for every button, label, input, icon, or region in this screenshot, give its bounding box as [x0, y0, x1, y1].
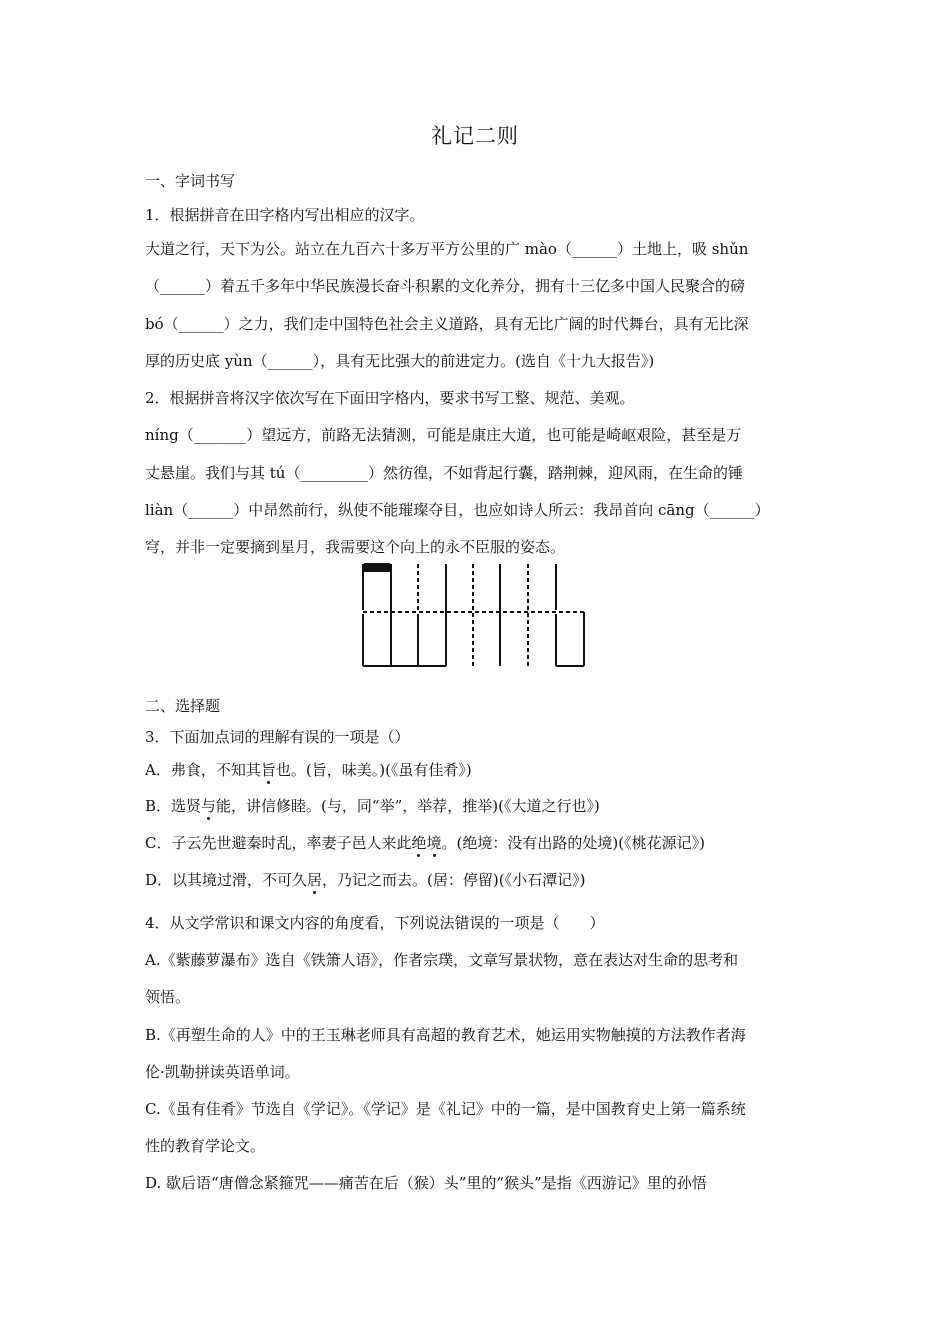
question-3-prompt: 3．下面加点词的理解有误的一项是（） [145, 728, 410, 746]
option-text: B．选贤 [145, 797, 202, 815]
question-2-text-line: níng（_______）望远方，前路无法猜测，可能是康庄大道，也可能是崎岖艰险，甚至是万 [145, 426, 742, 444]
tianzige-writing-grid [360, 562, 590, 668]
question-4-text-line: 领悟。 [145, 988, 191, 1006]
question-2-text-line: 丈悬崖。我们与其 tú（_________）然彷徨，不如背起行囊，踏荆棘，迎风雨，在生命的锤 [145, 464, 743, 482]
question-1-text-line: 大道之行，天下为公。站立在九百六十多万平方公里的广 mào（______）土地上，吸 shǔn [145, 240, 749, 258]
question-2-text-line: liàn（______）中昂然前行，纵使不能璀璨夺目，也应如诗人所云：我昂首向 cāng（______） [145, 501, 770, 519]
question-1-prompt: 1．根据拼音在田字格内写出相应的汉字。 [145, 206, 425, 224]
question-3-option-b [145, 795, 810, 816]
document-title: 礼记二则 [431, 124, 519, 148]
question-4-text-line: B.《再塑生命的人》中的王玉琳老师具有高超的教育艺术，她运用实物触摸的方法教作者海 [145, 1026, 746, 1044]
question-2-text-line: 穹，并非一定要摘到星月，我需要这个向上的永不臣服的姿态。 [145, 538, 566, 556]
dotted-word: 居 [307, 871, 323, 889]
question-4-text-line: D. 歇后语“唐僧念紧箍咒——痛苦在后（猴）头”里的“猴头”是指《西游记》里的孙悟 [145, 1174, 707, 1192]
question-4-text-line: 性的教育学论文。 [145, 1137, 266, 1155]
question-3-option-d [145, 869, 810, 890]
question-1-text-line: 厚的历史底 yùn（______），具有无比强大的前进定力。(选自《十九大报告》) [145, 352, 655, 370]
section-heading-choice: 二、选择题 [145, 697, 221, 715]
option-text: A．弗食，不知其 [145, 761, 261, 779]
option-text: C．子云先世避秦时乱，率妻子邑人来此 [145, 834, 412, 852]
option-text: 也。(旨，味美。)(《虽有佳肴》) [275, 761, 472, 779]
question-4-prompt: 4．从文学常识和课文内容的角度看，下列说法错误的一项是（ ） [145, 914, 605, 932]
question-1-text-line: bó（______）之力，我们走中国特色社会主义道路，具有无比广阔的时代舞台，具有无比深 [145, 315, 749, 333]
dotted-char: 境 [426, 834, 442, 852]
dotted-char: 绝 [411, 834, 427, 852]
question-2-prompt: 2．根据拼音将汉字依次写在下面田字格内，要求书写工整、规范、美观。 [145, 389, 635, 407]
option-text: ，乃记之而去。(居：停留)(《小石潭记》) [322, 871, 586, 889]
question-4-text-line: 伦·凯勒拼读英语单词。 [145, 1063, 300, 1081]
section-heading-word-writing: 一、字词书写 [145, 172, 236, 190]
question-1-text-line: （______）着五千多年中华民族漫长奋斗积累的文化养分，拥有十三亿多中国人民聚合的磅 [145, 277, 746, 295]
option-text: 能，讲信修睦。(与，同“举”，举荐，推举)(《大道之行也》) [216, 797, 600, 815]
dotted-word [411, 834, 441, 852]
dotted-word: 旨 [260, 761, 276, 779]
option-text: 。(绝境：没有出路的处境)(《桃花源记》) [441, 834, 705, 852]
question-3-option-a [145, 759, 810, 780]
dotted-word: 与 [201, 797, 217, 815]
question-4-text-line: A.《紫藤萝瀑布》选自《铁箫人语》，作者宗璞，文章写景状物，意在表达对生命的思考和 [145, 951, 739, 969]
option-text: D．以其境过滑，不可久 [145, 871, 308, 889]
question-4-text-line: C.《虽有佳肴》节选自《学记》。《学记》是《礼记》中的一篇，是中国教育史上第一篇系统 [145, 1100, 746, 1118]
question-3-option-c [145, 832, 810, 853]
